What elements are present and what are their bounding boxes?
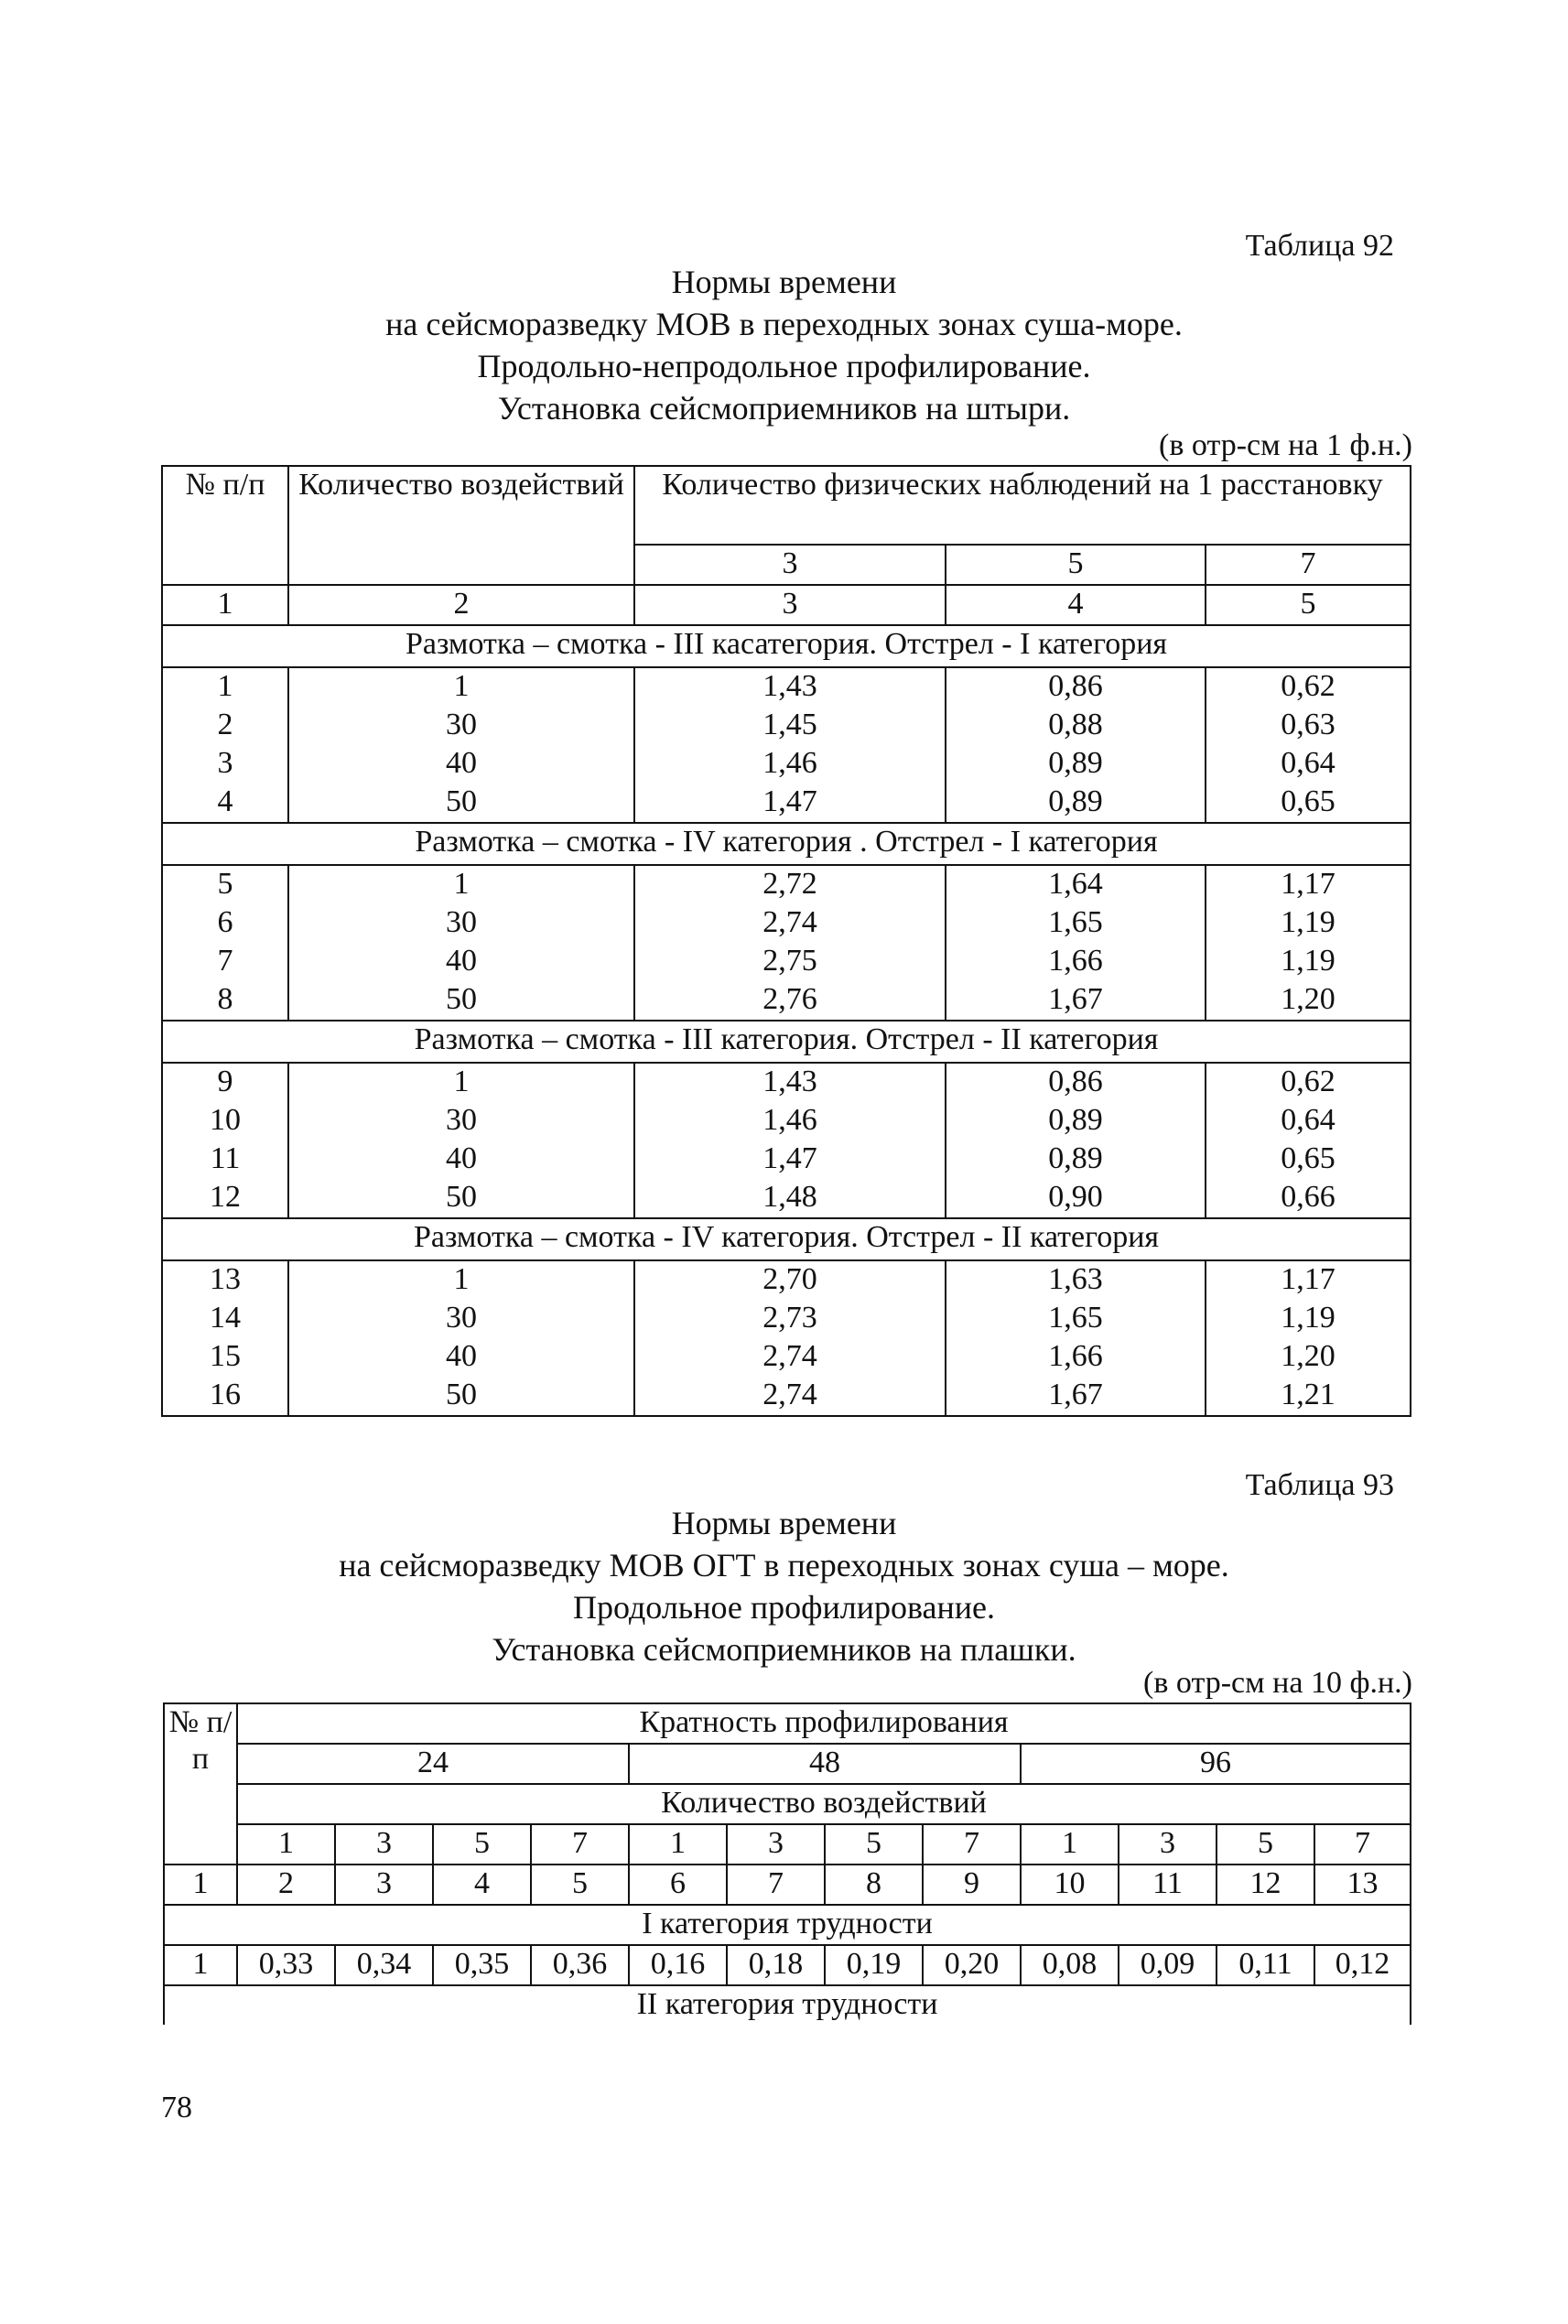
colnum: 10 (1021, 1865, 1119, 1905)
table-cell: 2,73 (634, 1300, 946, 1338)
table-row (162, 707, 1411, 745)
header-impact-count: 1 (629, 1824, 727, 1865)
table-cell: 13 (162, 1260, 288, 1300)
table-cell: 50 (288, 784, 634, 823)
colnum: 1 (162, 585, 288, 625)
table-cell: 1 (288, 865, 634, 904)
table-cell: 2,74 (634, 1377, 946, 1416)
table-cell: 11 (162, 1140, 288, 1179)
table-93-title-4: Установка сейсмоприемников на плашки. (492, 1631, 1076, 1668)
table-cell: 1,19 (1206, 943, 1411, 981)
section-title: Размотка – смотка - IV категория . Отстрел - I категория (162, 823, 1411, 865)
table-cell: 0,88 (946, 707, 1206, 745)
colnum: 5 (531, 1865, 629, 1905)
colnum: 11 (1119, 1865, 1217, 1905)
table-93-label: Таблица 93 (1245, 1468, 1394, 1502)
header-k48: 48 (629, 1744, 1021, 1784)
table-cell: 4 (162, 784, 288, 823)
colnum: 5 (1206, 585, 1411, 625)
colnum: 2 (288, 585, 634, 625)
table-cell: 1,20 (1206, 1338, 1411, 1377)
table-cell: 1 (288, 1063, 634, 1102)
colnum: 7 (727, 1865, 825, 1905)
table-cell: 1,43 (634, 667, 946, 707)
header-impact-count: 3 (727, 1824, 825, 1865)
colnum: 4 (433, 1865, 531, 1905)
table-cell: 1,64 (946, 865, 1206, 904)
table-92-label: Таблица 92 (1245, 229, 1394, 263)
table-cell: 6 (162, 904, 288, 943)
table-cell: 0,20 (923, 1945, 1021, 1985)
header-impact-count: 7 (1314, 1824, 1411, 1865)
table-row (162, 865, 1411, 904)
table-92-title-4: Установка сейсмоприемников на штыри. (497, 390, 1071, 427)
header-impact-count: 1 (237, 1824, 335, 1865)
table-cell: 1,43 (634, 1063, 946, 1102)
colnum: 6 (629, 1865, 727, 1905)
colnum: 2 (237, 1865, 335, 1905)
table-cell: 5 (162, 865, 288, 904)
table-row (162, 745, 1411, 784)
colnum: 8 (825, 1865, 923, 1905)
table-row (162, 904, 1411, 943)
table-93-title-3: Продольное профилирование. (573, 1589, 995, 1626)
table-row (162, 1102, 1411, 1140)
table-cell: 1,46 (634, 745, 946, 784)
header-impact-count: 5 (825, 1824, 923, 1865)
section-title: Размотка – смотка - IV категория. Отстрел - II категория (162, 1218, 1411, 1260)
table-cell: 2,76 (634, 981, 946, 1021)
table-row (162, 1063, 1411, 1102)
table-cell: 1 (288, 667, 634, 707)
table-cell: 50 (288, 981, 634, 1021)
table-cell: 0,65 (1206, 784, 1411, 823)
section-title: Размотка – смотка - III касатегория. Отстрел - I категория (162, 625, 1411, 667)
table-cell: 1,48 (634, 1179, 946, 1218)
table-cell: 0,34 (335, 1945, 433, 1985)
header-impact-count: 5 (433, 1824, 531, 1865)
table-row (162, 1260, 1411, 1300)
table-cell: 0,33 (237, 1945, 335, 1985)
header-obs-5: 5 (946, 545, 1206, 585)
table-cell: 1,63 (946, 1260, 1206, 1300)
table-row (164, 1945, 1411, 1985)
table-cell: 0,19 (825, 1945, 923, 1985)
table-cell: 30 (288, 1300, 634, 1338)
table-row (162, 667, 1411, 707)
table-cell: 1,17 (1206, 1260, 1411, 1300)
table-row (162, 1179, 1411, 1218)
table-cell: 1,45 (634, 707, 946, 745)
table-cell: 2,74 (634, 1338, 946, 1377)
colnum: 13 (1314, 1865, 1411, 1905)
header-impact-count: 7 (531, 1824, 629, 1865)
table-cell: 50 (288, 1179, 634, 1218)
table-cell: 40 (288, 943, 634, 981)
header-observations: Количество физических наблюдений на 1 расстановку (634, 466, 1411, 545)
table-cell: 0,63 (1206, 707, 1411, 745)
table-cell: 7 (162, 943, 288, 981)
table-cell: 2,75 (634, 943, 946, 981)
colnum: 3 (335, 1865, 433, 1905)
colnum: 4 (946, 585, 1206, 625)
header-num: № п/п (164, 1703, 237, 1865)
table-92-title-3: Продольно-непродольное профилирование. (477, 348, 1091, 384)
section-title: II категория трудности (164, 1985, 1411, 2025)
header-multiplicity: Кратность профилирования (237, 1703, 1411, 1744)
table-cell: 0,90 (946, 1179, 1206, 1218)
table-cell: 0,89 (946, 784, 1206, 823)
table-cell: 9 (162, 1063, 288, 1102)
table-cell: 40 (288, 1140, 634, 1179)
section-title: Размотка – смотка - III категория. Отстрел - II категория (162, 1021, 1411, 1063)
table-cell: 1 (164, 1945, 237, 1985)
table-cell: 0,62 (1206, 1063, 1411, 1102)
table-cell: 0,64 (1206, 745, 1411, 784)
table-cell: 2,70 (634, 1260, 946, 1300)
table-cell: 1,47 (634, 784, 946, 823)
table-cell: 0,35 (433, 1945, 531, 1985)
table-row (162, 1338, 1411, 1377)
table-cell: 0,18 (727, 1945, 825, 1985)
table-92-unit: (в отр-см на 1 ф.н.) (1159, 428, 1412, 462)
table-93-unit: (в отр-см на 10 ф.н.) (1143, 1666, 1412, 1700)
table-row (162, 1140, 1411, 1179)
table-row (162, 943, 1411, 981)
table-cell: 1,65 (946, 904, 1206, 943)
header-impact-count: 7 (923, 1824, 1021, 1865)
table-93 (163, 1702, 1411, 2025)
header-obs-7: 7 (1206, 545, 1411, 585)
table-92-title-2: на сейсморазведку МОВ в переходных зонах суша-море. (385, 306, 1183, 342)
table-cell: 0,65 (1206, 1140, 1411, 1179)
table-cell: 0,12 (1314, 1945, 1411, 1985)
header-impact-count: 1 (1021, 1824, 1119, 1865)
table-cell: 30 (288, 707, 634, 745)
table-row (162, 981, 1411, 1021)
header-num: № п/п (162, 466, 288, 585)
header-impacts: Количество воздействий (288, 466, 634, 585)
table-92 (161, 465, 1411, 1417)
table-cell: 1,67 (946, 981, 1206, 1021)
table-cell: 3 (162, 745, 288, 784)
table-cell: 30 (288, 904, 634, 943)
header-impact-count: 3 (335, 1824, 433, 1865)
table-cell: 30 (288, 1102, 634, 1140)
table-93-title-2: на сейсморазведку МОВ ОГТ в переходных зонах суша – море. (339, 1547, 1229, 1584)
table-cell: 1 (288, 1260, 634, 1300)
table-cell: 2,72 (634, 865, 946, 904)
table-cell: 2 (162, 707, 288, 745)
page-number: 78 (161, 2091, 192, 2124)
table-cell: 1,66 (946, 1338, 1206, 1377)
table-cell: 1,20 (1206, 981, 1411, 1021)
table-cell: 1,21 (1206, 1377, 1411, 1416)
table-cell: 1,67 (946, 1377, 1206, 1416)
table-cell: 0,89 (946, 1140, 1206, 1179)
table-92-title-1: Нормы времени (671, 264, 897, 300)
table-cell: 1,66 (946, 943, 1206, 981)
table-cell: 0,09 (1119, 1945, 1217, 1985)
table-cell: 1 (162, 667, 288, 707)
table-cell: 0,62 (1206, 667, 1411, 707)
header-k24: 24 (237, 1744, 629, 1784)
table-cell: 2,74 (634, 904, 946, 943)
table-cell: 1,46 (634, 1102, 946, 1140)
table-cell: 0,66 (1206, 1179, 1411, 1218)
table-cell: 0,11 (1217, 1945, 1314, 1985)
table-cell: 15 (162, 1338, 288, 1377)
table-cell: 12 (162, 1179, 288, 1218)
colnum: 9 (923, 1865, 1021, 1905)
header-impacts: Количество воздействий (237, 1784, 1411, 1824)
table-cell: 40 (288, 745, 634, 784)
table-cell: 40 (288, 1338, 634, 1377)
table-93-title-1: Нормы времени (671, 1505, 897, 1541)
table-cell: 1,17 (1206, 865, 1411, 904)
table-cell: 0,86 (946, 667, 1206, 707)
colnum: 3 (634, 585, 946, 625)
header-impact-count: 5 (1217, 1824, 1314, 1865)
table-cell: 0,86 (946, 1063, 1206, 1102)
header-impact-count: 3 (1119, 1824, 1217, 1865)
header-k96: 96 (1021, 1744, 1411, 1784)
table-cell: 0,89 (946, 745, 1206, 784)
table-cell: 10 (162, 1102, 288, 1140)
table-row (162, 1377, 1411, 1416)
table-row (162, 1300, 1411, 1338)
section-title: I категория трудности (164, 1905, 1411, 1945)
table-cell: 50 (288, 1377, 634, 1416)
table-cell: 8 (162, 981, 288, 1021)
table-row (162, 784, 1411, 823)
table-cell: 1,65 (946, 1300, 1206, 1338)
table-cell: 0,36 (531, 1945, 629, 1985)
header-obs-3: 3 (634, 545, 946, 585)
colnum: 1 (164, 1865, 237, 1905)
colnum: 12 (1217, 1865, 1314, 1905)
table-cell: 0,16 (629, 1945, 727, 1985)
table-cell: 16 (162, 1377, 288, 1416)
table-cell: 0,89 (946, 1102, 1206, 1140)
table-cell: 1,47 (634, 1140, 946, 1179)
table-cell: 0,64 (1206, 1102, 1411, 1140)
table-cell: 1,19 (1206, 904, 1411, 943)
table-cell: 1,19 (1206, 1300, 1411, 1338)
table-cell: 14 (162, 1300, 288, 1338)
table-cell: 0,08 (1021, 1945, 1119, 1985)
